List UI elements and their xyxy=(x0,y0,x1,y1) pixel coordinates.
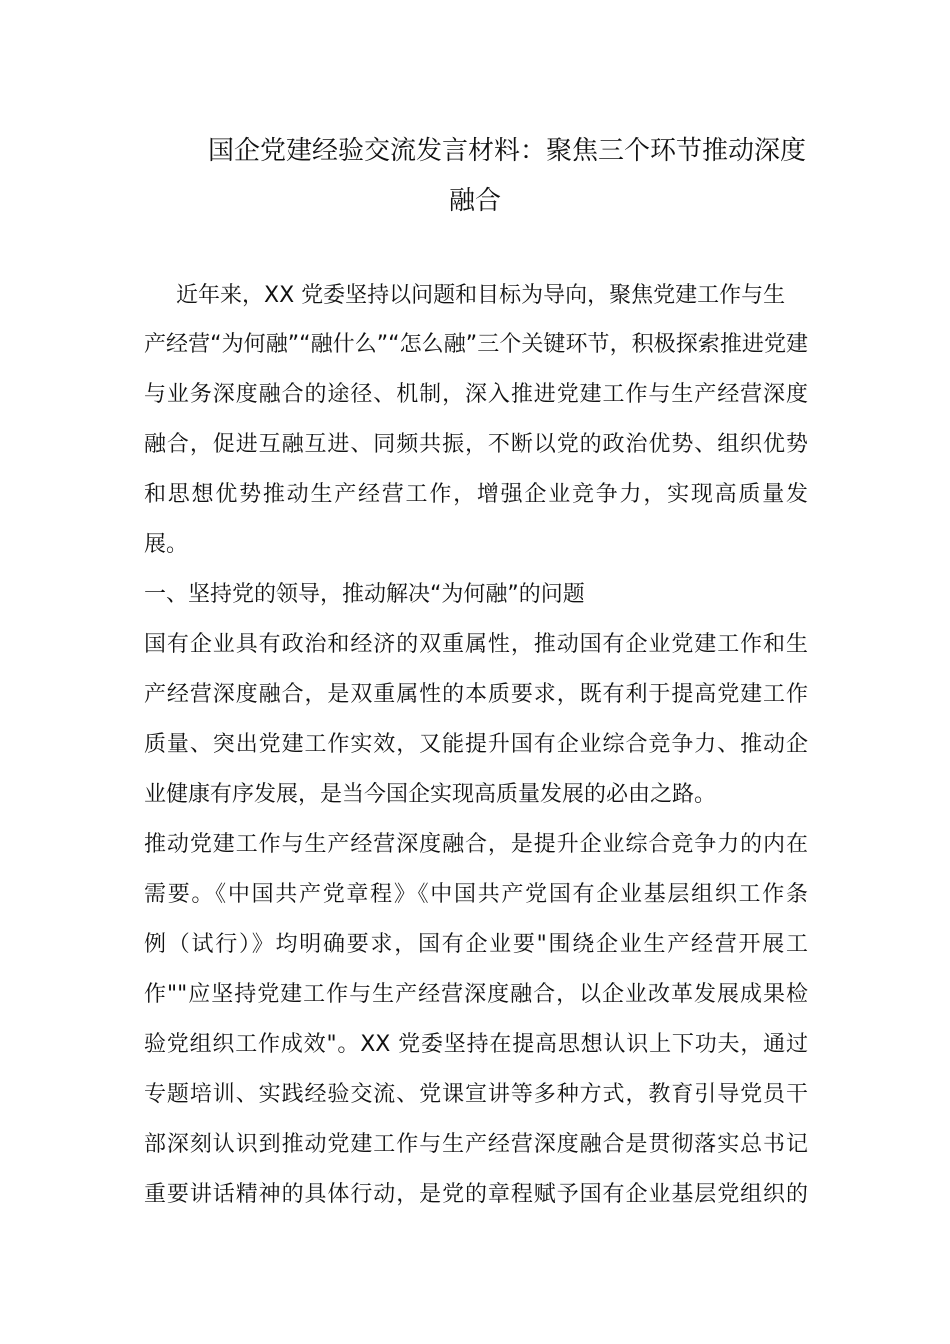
body-line-18: 部深刻认识到推动党建工作与生产经营深度融合是贯彻落实总书记 xyxy=(144,1132,808,1157)
body-line-13: 需要。《中国共产党章程》《中国共产党国有企业基层组织工作条 xyxy=(144,882,808,907)
body-line-8: 国有企业具有政治和经济的双重属性，推动国有企业党建工作和生 xyxy=(144,632,808,657)
body-line-14: 例（试行）》均明确要求，国有企业要"围绕企业生产经营开展工 xyxy=(144,932,808,957)
body-line-1: 近年来，XX 党委坚持以问题和目标为导向，聚焦党建工作与生 xyxy=(176,283,786,308)
body-line-9: 产经营深度融合，是双重属性的本质要求，既有利于提高党建工作 xyxy=(144,682,808,707)
document-title-line-1: 国企党建经验交流发言材料：聚焦三个环节推动深度 xyxy=(208,136,807,166)
body-line-2: 产经营“为何融”“融什么”“怎么融”三个关键环节，积极探索推进党建 xyxy=(144,332,808,357)
body-line-5: 和思想优势推动生产经营工作，增强企业竞争力，实现高质量发 xyxy=(144,482,808,507)
body-line-17: 专题培训、实践经验交流、党课宣讲等多种方式，教育引导党员干 xyxy=(144,1082,808,1107)
body-line-6: 展。 xyxy=(144,532,189,557)
body-line-19: 重要讲话精神的具体行动，是党的章程赋予国有企业基层党组织的 xyxy=(144,1182,808,1207)
body-line-16: 验党组织工作成效"。XX 党委坚持在提高思想认识上下功夫，通过 xyxy=(144,1032,808,1057)
body-line-15: 作""应坚持党建工作与生产经营深度融合，以企业改革发展成果检 xyxy=(144,982,808,1007)
section-heading-1: 一、坚持党的领导，推动解决“为何融”的问题 xyxy=(144,582,585,607)
body-line-12: 推动党建工作与生产经营深度融合，是提升企业综合竞争力的内在 xyxy=(144,832,808,857)
body-line-3: 与业务深度融合的途径、机制，深入推进党建工作与生产经营深度 xyxy=(144,382,808,407)
document-title-line-2: 融合 xyxy=(449,186,502,216)
body-line-11: 业健康有序发展，是当今国企实现高质量发展的必由之路。 xyxy=(144,782,717,807)
body-line-4: 融合，促进互融互进、同频共振，不断以党的政治优势、组织优势 xyxy=(144,432,808,457)
body-line-10: 质量、突出党建工作实效，又能提升国有企业综合竞争力、推动企 xyxy=(144,732,808,757)
